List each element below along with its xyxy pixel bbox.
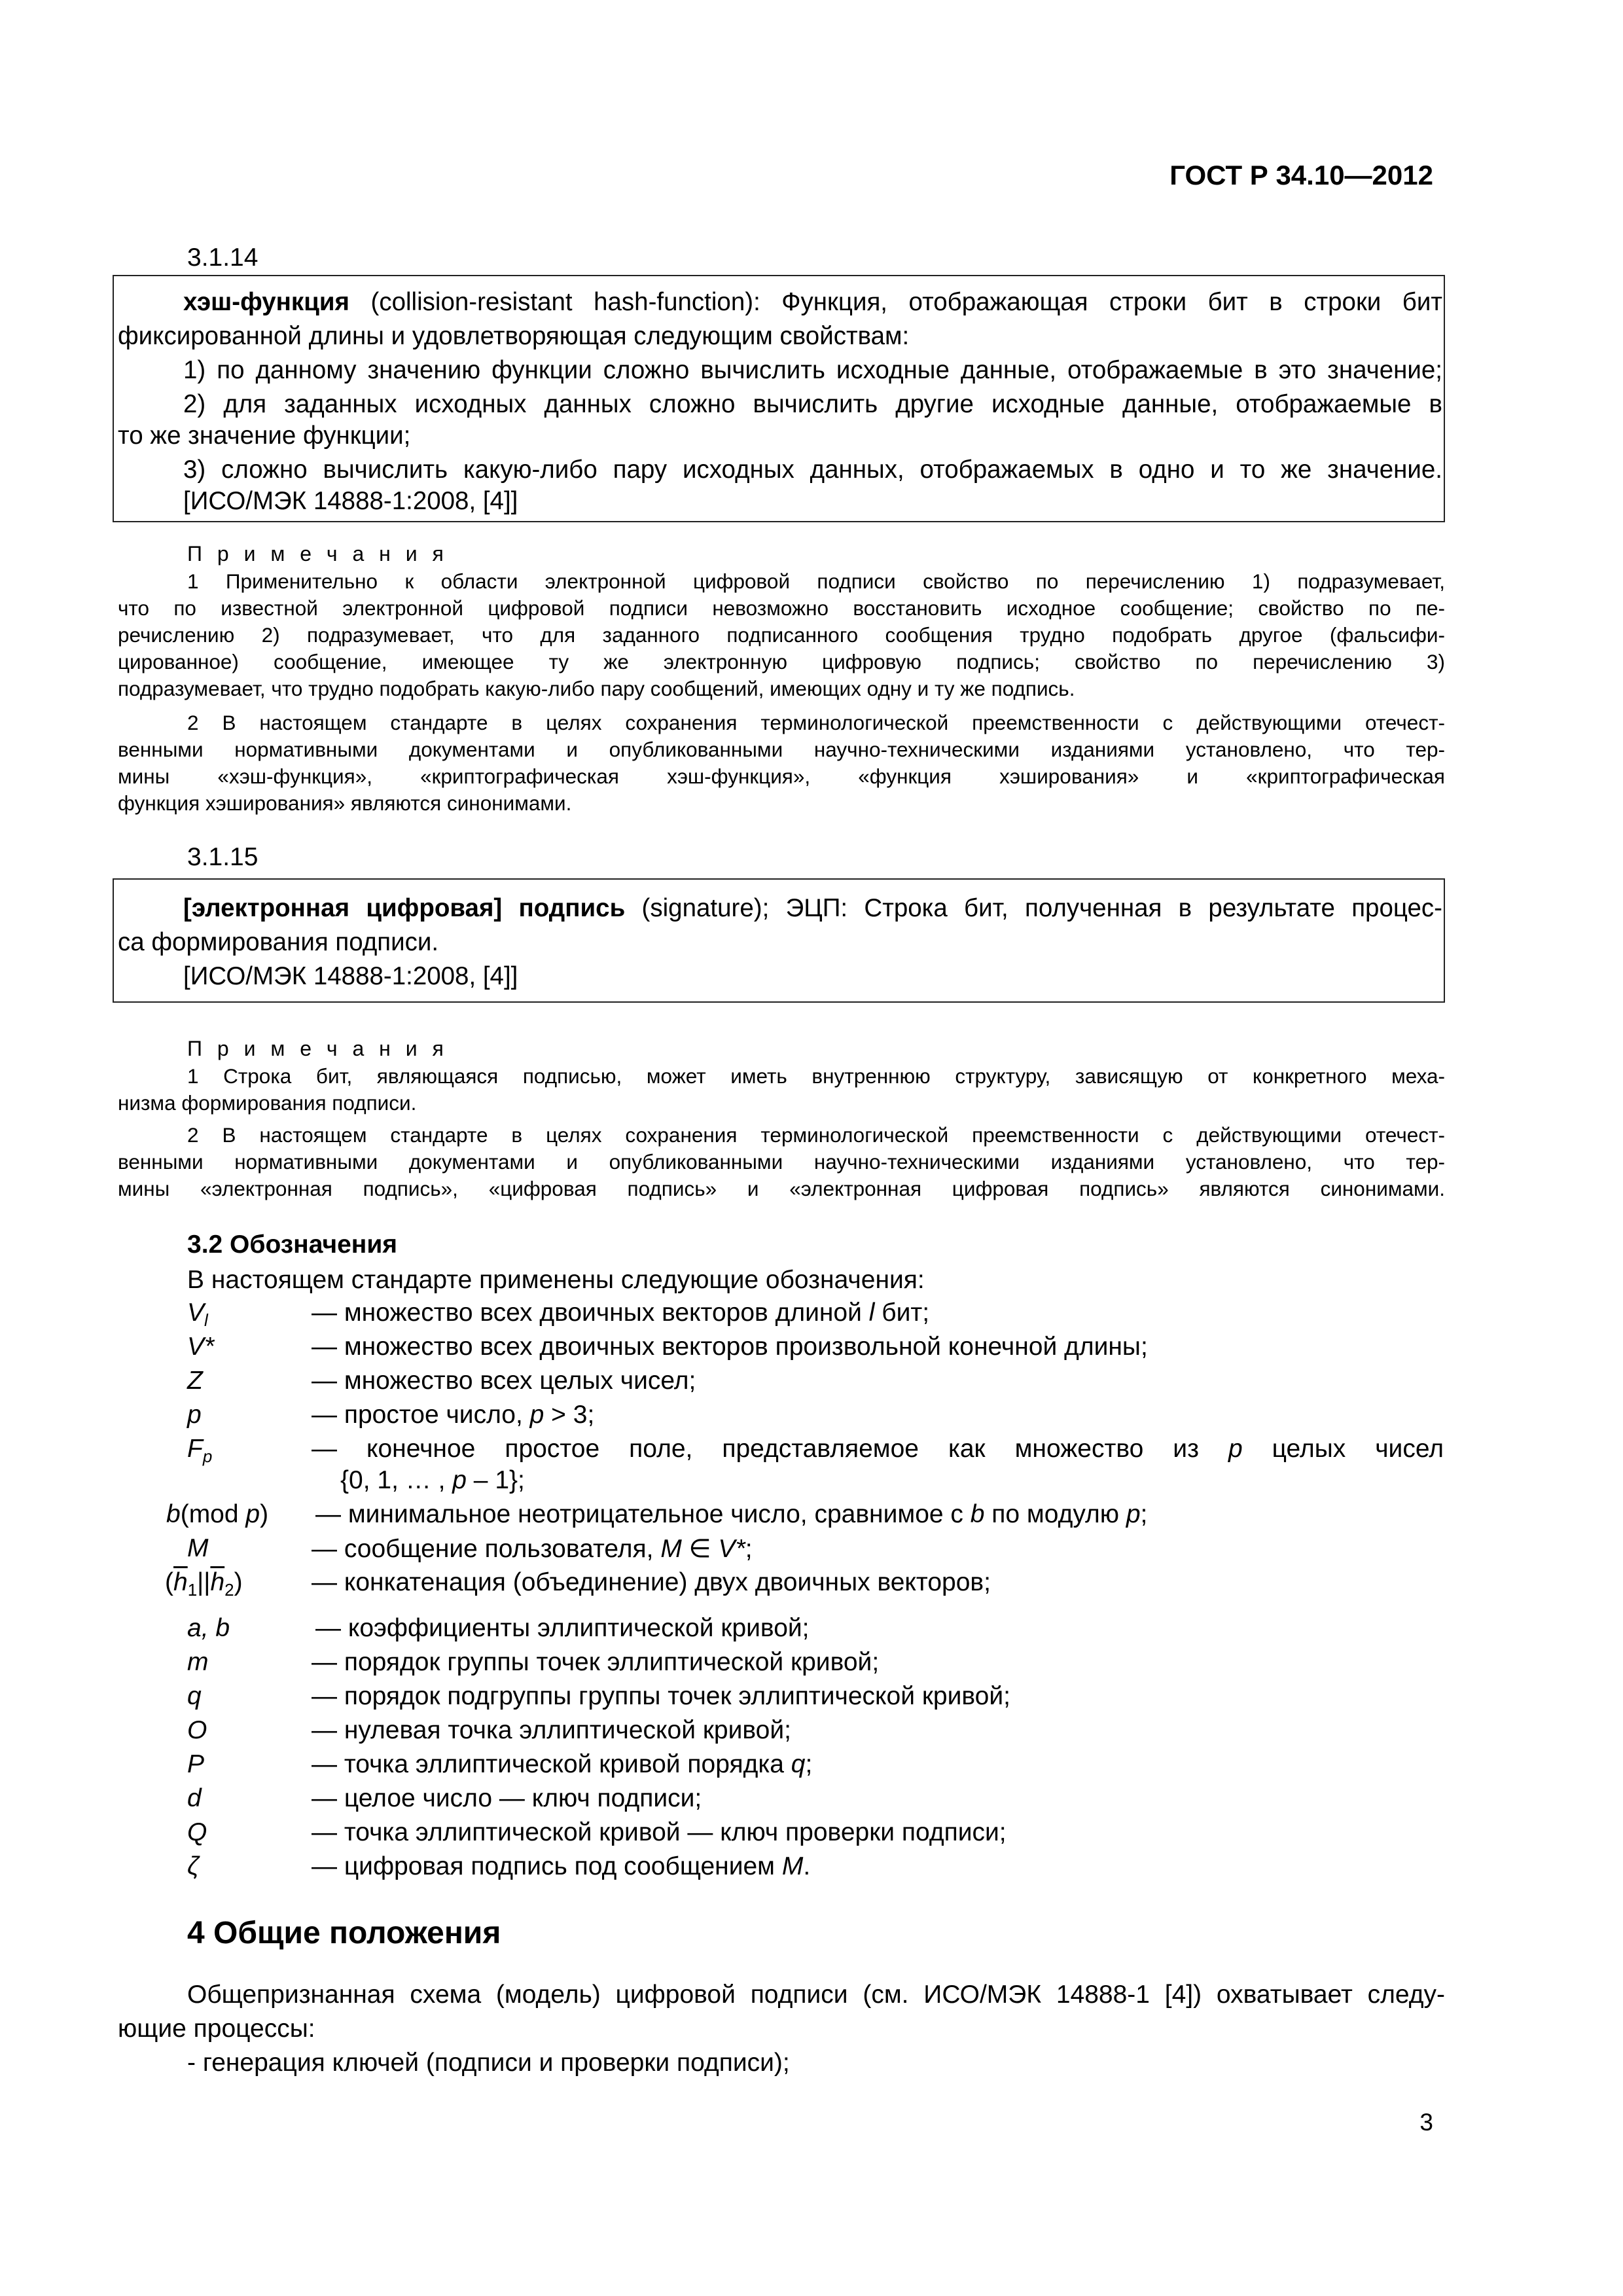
note-line: цированное) сообщение, имеющее ту же электронную цифровую подпись; свойство по перечислению 3) — [118, 650, 1445, 673]
note-line: 2 В настоящем стандарте в целях сохранения терминологической преемственности с действующими отечест- — [187, 1123, 1445, 1147]
definition-line: то же значение функции; — [118, 422, 411, 450]
symbol: b(mod p) — [166, 1500, 269, 1528]
definition-line: са формирования подписи. — [118, 928, 439, 956]
symbol: $V_l$ — [187, 1299, 208, 1330]
symbol-definition: — конкатенация (объединение) двух двоичных векторов; — [312, 1568, 991, 1596]
symbol-definition: — множество всех целых чисел; — [312, 1367, 696, 1395]
definition-source: [ИСО/МЭК 14888-1:2008, [4]] — [183, 962, 518, 990]
note-line: венными нормативными документами и опубликованными научно-техническими изданиями установлено, что тер- — [118, 738, 1445, 761]
symbol: m — [187, 1648, 209, 1676]
symbol-definition: — точка эллиптической кривой порядка q; — [312, 1750, 813, 1778]
note-line: функция хэширования» являются синонимами. — [118, 791, 572, 815]
symbol-definition: — порядок группы точек эллиптической кривой; — [312, 1648, 880, 1676]
definition-line: фиксированной длины и удовлетворяющая следующим свойствам: — [118, 322, 910, 350]
symbol: ζ — [187, 1852, 200, 1880]
definition-source: [ИСО/МЭК 14888-1:2008, [4]] — [183, 487, 518, 515]
symbol: V* — [187, 1333, 215, 1361]
note-line: подразумевает, что трудно подобрать какую-либо пару сообщений, имеющих одну и ту же подпись. — [118, 677, 1075, 700]
symbol-definition: — простое число, p > 3; — [312, 1401, 595, 1429]
symbol: d — [187, 1784, 202, 1812]
note-line: 1 Применительно к области электронной цифровой подписи свойство по перечислению 1) подразумевает, — [187, 569, 1445, 593]
paragraph-line: ющие процессы: — [118, 2015, 315, 2043]
note-line: венными нормативными документами и опубликованными научно-техническими изданиями установлено, что тер- — [118, 1150, 1445, 1174]
paragraph-line: Общепризнанная схема (модель) цифровой подписи (см. ИСО/МЭК 14888-1 [4]) охватывает следу- — [187, 1981, 1445, 2009]
definition-text: (collision-resistant hash-function): Функция, отображающая строки бит в строки бит — [349, 288, 1442, 316]
definition-text: (signature); ЭЦП: Строка бит, полученная в результате процес- — [625, 894, 1442, 922]
note-line: мины «электронная подпись», «цифровая подпись» и «электронная цифровая подпись» являются синонимами. — [118, 1177, 1445, 1200]
symbol-definition: — множество всех двоичных векторов произвольной конечной длины; — [312, 1333, 1148, 1361]
section-heading: 4 Общие положения — [187, 1916, 501, 1950]
symbol: M — [187, 1534, 209, 1562]
term: хэш-функция — [183, 288, 349, 316]
clause-number: 3.1.15 — [187, 843, 259, 871]
section-heading: 3.2 Обозначения — [187, 1230, 398, 1259]
definition-line: 3) сложно вычислить какую-либо пару исходных данных, отображаемых в одно и то же значение. — [183, 456, 1442, 484]
symbol-definition: — нулевая точка эллиптической кривой; — [312, 1716, 791, 1744]
definition-line — [183, 288, 1442, 317]
symbol-definition: — конечное простое поле, представляемое как множество из p целых чисел — [312, 1435, 1444, 1463]
symbol-definition: — цифровая подпись под сообщением M. — [312, 1852, 811, 1880]
symbol-definition: — целое число — ключ подписи; — [312, 1784, 702, 1812]
symbol-definition: — порядок подгруппы группы точек эллиптической кривой; — [312, 1682, 1010, 1710]
symbol-definition: — множество всех двоичных векторов длиной l бит; — [312, 1299, 930, 1327]
term: [электронная цифровая] подпись — [183, 894, 626, 922]
note-line: речислению 2) подразумевает, что для заданного подписанного сообщения трудно подобрать другое (фальсифи- — [118, 623, 1445, 647]
symbol-definition: — точка эллиптической кривой — ключ проверки подписи; — [312, 1818, 1007, 1846]
symbol-definition-continuation: {0, 1, … , p – 1}; — [340, 1466, 525, 1494]
symbol: $F_p$ — [187, 1435, 213, 1466]
definition-line: 1) по данному значению функции сложно вычислить исходные данные, отображаемые в это значение; — [183, 356, 1442, 384]
note-line: что по известной электронной цифровой подписи невозможно восстановить исходное сообщение; свойство по пе- — [118, 596, 1445, 620]
note-line: мины «хэш-функция», «криптографическая хэш-функция», «функция хэширования» и «криптографическая — [118, 764, 1445, 788]
symbol-definition: — сообщение пользователя, M ∈ V*; — [312, 1535, 753, 1563]
clause-number: 3.1.14 — [187, 243, 259, 272]
symbol-definition: — минимальное неотрицательное число, сравнимое с b по модулю p; — [315, 1500, 1148, 1528]
section-intro: В настоящем стандарте применены следующие обозначения: — [187, 1266, 925, 1294]
symbol: O — [187, 1716, 207, 1744]
notes-title: П р и м е ч а н и я — [187, 542, 448, 565]
note-line: 2 В настоящем стандарте в целях сохранения терминологической преемственности с действующими отечест- — [187, 711, 1445, 734]
document-id-header: ГОСТ Р 34.10—2012 — [1169, 160, 1433, 190]
definition-line — [183, 894, 1442, 923]
symbol: p — [187, 1401, 202, 1429]
symbol: a, b — [187, 1614, 230, 1642]
note-line: низма формирования подписи. — [118, 1091, 417, 1115]
symbol: P — [187, 1750, 205, 1778]
note-line: 1 Строка бит, являющаяся подписью, может иметь внутреннюю структуру, зависящую от конкретного меха- — [187, 1064, 1445, 1088]
list-item: - генерация ключей (подписи и проверки подписи); — [187, 2049, 790, 2077]
page-number: 3 — [1419, 2109, 1433, 2136]
symbol: Z — [187, 1367, 203, 1395]
definition-box-signature — [113, 878, 1445, 1003]
definition-line: 2) для заданных исходных данных сложно вычислить другие исходные данные, отображаемые в — [183, 390, 1442, 418]
definition-box-hash-function — [113, 275, 1445, 522]
symbol: q — [187, 1682, 202, 1710]
symbol: $(\overline{h}_1||\overline{h}_2)$ — [165, 1568, 243, 1600]
symbol: Q — [187, 1818, 207, 1846]
symbol-definition: — коэффициенты эллиптической кривой; — [315, 1614, 810, 1642]
notes-title: П р и м е ч а н и я — [187, 1037, 448, 1060]
